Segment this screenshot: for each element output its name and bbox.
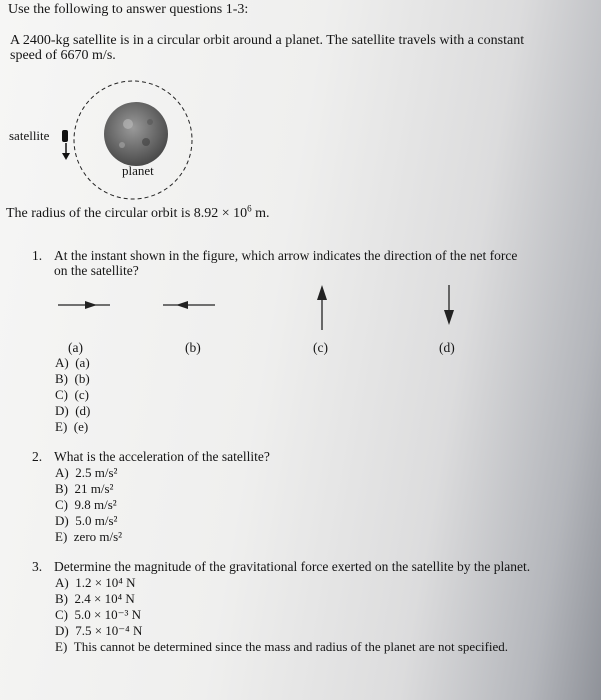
question-1-number: 1. [32, 248, 43, 263]
q1-option-c: C) (c) [55, 387, 89, 402]
q3-option-a: A) 1.2 × 10⁴ N [55, 575, 136, 590]
q1-option-d: D) (d) [55, 403, 91, 418]
q2-option-d: D) 5.0 m/s² [55, 513, 118, 528]
q1-option-b: B) (b) [55, 371, 90, 386]
q2-option-b: B) 21 m/s² [55, 481, 114, 496]
q2-option-e: E) zero m/s² [55, 529, 123, 544]
arrow-b-label: (b) [185, 340, 201, 355]
q3-option-c: C) 5.0 × 10⁻³ N [55, 607, 141, 622]
q1-option-a: A) (a) [55, 355, 90, 370]
satellite-label: satellite [9, 128, 50, 143]
question-1-text-line2: on the satellite? [54, 263, 139, 278]
question-2-text: What is the acceleration of the satellite? [54, 449, 270, 464]
arrow-d-label: (d) [439, 340, 455, 355]
arrow-d [444, 285, 454, 325]
planet-label: planet [122, 163, 154, 178]
question-3-number: 3. [32, 559, 43, 574]
planet-sphere [104, 102, 168, 166]
problem-statement-line2: speed of 6670 m/s. [10, 48, 116, 63]
satellite-dot [62, 130, 68, 142]
question-1-text-line1: At the instant shown in the figure, which arrow indicates the direction of the net force [54, 248, 518, 263]
arrow-b [163, 301, 215, 309]
q2-option-c: C) 9.8 m/s² [55, 497, 117, 512]
q3-option-b: B) 2.4 × 10⁴ N [55, 591, 135, 606]
q1-option-e: E) (e) [55, 419, 89, 434]
q3-option-d: D) 7.5 × 10⁻⁴ N [55, 623, 143, 638]
question-3-text: Determine the magnitude of the gravitational force exerted on the satellite by the planet. [54, 559, 531, 574]
orbit-radius-text: The radius of the circular orbit is $8.92 \times 10^6$ m. [6, 203, 270, 221]
question-2-number: 2. [32, 449, 43, 464]
instruction-text: Use the following to answer questions 1-3: [8, 2, 249, 17]
problem-statement-line1: A 2400-kg satellite is in a circular orbit around a planet. The satellite travels with a constant [10, 33, 525, 48]
q2-option-a: A) 2.5 m/s² [55, 465, 118, 480]
arrow-a [58, 301, 110, 309]
arrow-c-label: (c) [313, 340, 328, 355]
arrow-a-label: (a) [68, 340, 83, 355]
arrow-c [317, 285, 327, 330]
q3-option-e: E) This cannot be determined since the mass and radius of the planet are not specified. [55, 639, 509, 654]
